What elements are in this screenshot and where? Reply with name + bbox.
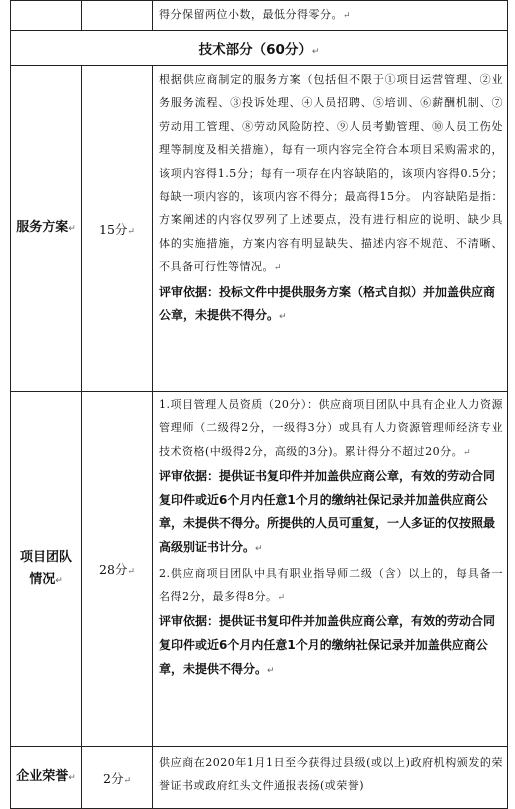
scoring-table [10,0,508,809]
team-criteria1-text: 评审依据：提供证书复印件并加盖供应商公章，有效的劳动合同复印件或近6个月内任意1个月的缴纳社保记录并加盖供应商公章，未提供不得分。所提供的人员可重复，一人多证的仅按照最高级别证书计分。 [159,469,496,554]
empty-cell [11,1,82,31]
honor-description: 供应商在2020年1月1日至今获得过县级(或以上)政府机构颁发的荣誉证书或政府红头文件通报表扬(或荣誉) [159,756,503,793]
rounding-note-cell: 得分保留两位小数，最低分得零分。↵ [153,1,508,31]
team-item2-text: 2.供应商项目团队中具有职业指导师二级（含）以上的，每具备一名得2分，最多得8分。 [159,566,503,603]
service-plan-criteria: 评审依据：投标文件中提供服务方案（格式自拟）并加盖供应商公章，未提供不得分。↵ [159,284,496,323]
table-row [11,66,508,392]
team-criteria1: 评审依据：提供证书复印件并加盖供应商公章，有效的劳动合同复印件或近6个月内任意1个月的缴纳社保记录并加盖供应商公章，未提供不得分。所提供的人员可重复，一人多证的仅按照最高级别证书计分。↵ [159,469,496,554]
team-criteria2: 评审依据：提供证书复印件并加盖供应商公章，有效的劳动合同复印件或近6个月内任意1个月的缴纳社保记录并加盖供应商公章，未提供不得分。↵ [159,614,496,676]
team-content-cell [153,392,508,747]
service-plan-score-cell: 15分↵ [82,66,153,392]
empty-cell [82,1,153,31]
team-criteria2-text: 评审依据：提供证书复印件并加盖供应商公章，有效的劳动合同复印件或近6个月内任意1个月的缴纳社保记录并加盖供应商公章，未提供不得分。 [159,614,496,676]
team-label-line2-wrap: 情况↵ [29,571,63,587]
section-header: 技术部分（60分） [198,42,312,58]
team-label-cell [11,392,82,747]
service-plan-score: 15分 [99,221,128,237]
section-header-cell: 技术部分（60分）↵ [11,31,508,66]
team-label-line1: 项目团队 [19,549,72,565]
service-plan-label: 服务方案 [16,220,69,235]
table-row [11,31,508,66]
honor-label: 企业荣誉 [16,769,69,784]
table-row [11,392,508,747]
service-plan-label-cell: 服务方案↵ [11,66,82,392]
honor-score: 2分 [103,770,124,786]
table-row [11,747,508,809]
team-label-line2: 情况 [29,571,56,587]
table-row [11,1,508,31]
team-item1-text: 1.项目管理人员资质（20分）：供应商项目团队中具有企业人力资源管理师（二级得2分，一级得3分）或具有人力资源管理师经济专业技术资格(中级得2分，高级的3分)。累计得分不超过20分。 [159,398,503,458]
team-score-cell: 28分↵ [82,392,153,747]
honor-description-cell [153,747,508,809]
honor-score-cell: 2分↵ [82,747,153,809]
team-score: 28分 [99,562,128,577]
honor-label-cell: 企业荣誉↵ [11,747,82,809]
service-plan-content-cell [153,66,508,392]
service-plan-description-text: 根据供应商制定的服务方案（包括但不限于①项目运营管理、②业务服务流程、③投诉处理、④人员招聘、⑤培训、⑥薪酬机制、⑦劳动用工管理、⑧劳动风险防控、⑨人员考勤管理、⑩人员工伤处理等制度及相关措施），每有一项内容完全符合本项目采购需求的，该项内容得1.5分；每有一项存在内容缺陷的，该项内容得0.5分；每缺一项内容的，该项内容不得分；最高得15分。 内容缺陷是指：方案阐述的内容仅罗列了上述要点，没有进行相应的说明、缺少具体的实施措施，方案内容有明显缺失、描述内容不规范、不清晰、不具备可行性等情况。 [159,73,503,274]
service-plan-description: 根据供应商制定的服务方案（包括但不限于①项目运营管理、②业务服务流程、③投诉处理、④人员招聘、⑤培训、⑥薪酬机制、⑦劳动用工管理、⑧劳动风险防控、⑨人员考勤管理、⑩人员工伤处理等制度及相关措施），每有一项内容完全符合本项目采购需求的，该项内容得1.5分；每有一项存在内容缺陷的，该项内容得0.5分；每缺一项内容的，该项内容不得分；最高得15分。 内容缺陷是指：方案阐述的内容仅罗列了上述要点，没有进行相应的说明、缺少具体的实施措施，方案内容有明显缺失、描述内容不规范、不清晰、不具备可行性等情况。↵ [159,73,503,274]
rounding-note: 得分保留两位小数，最低分得零分。 [159,7,343,21]
team-item1: 1.项目管理人员资质（20分）：供应商项目团队中具有企业人力资源管理师（二级得2分，一级得3分）或具有人力资源管理师经济专业技术资格(中级得2分，高级的3分)。累计得分不超过20分。↵ [159,398,503,458]
service-plan-criteria-text: 评审依据：投标文件中提供服务方案（格式自拟）并加盖供应商公章，未提供不得分。 [159,284,496,323]
team-item2: 2.供应商项目团队中具有职业指导师二级（含）以上的，每具备一名得2分，最多得8分。↵ [159,566,503,603]
